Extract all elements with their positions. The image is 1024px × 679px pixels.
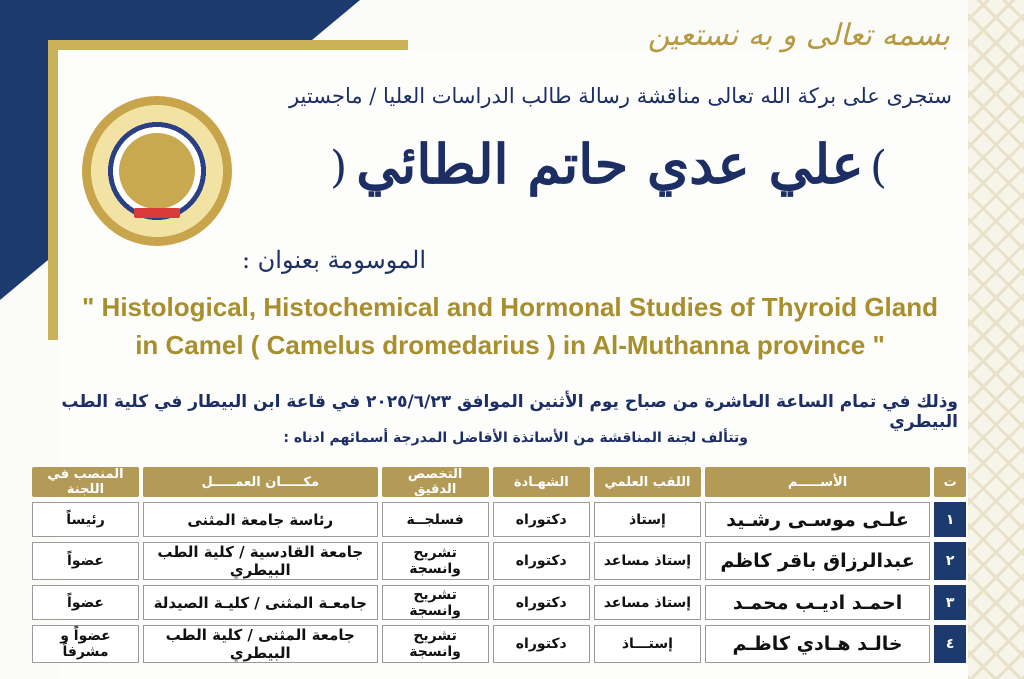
row-index: ١ [934, 502, 966, 537]
member-role: رئيساً [32, 502, 139, 537]
member-degree: دكتوراه [493, 585, 590, 620]
member-workplace: جامعـة المثنى / كليـة الصيدلة [143, 585, 378, 620]
member-specialty: تشريح وانسجة [382, 625, 489, 663]
ornament-pattern-border [968, 0, 1024, 679]
date-location-line: وذلك في تمام الساعة العاشرة من صباح يوم الأثنين الموافق ٢٠٢٥/٦/٢٣ في قاعة ابن البيطار في كلية الطب البيطري [61, 392, 958, 432]
member-role: عضواً و مشرفاً [32, 625, 139, 663]
member-degree: دكتوراه [493, 542, 590, 580]
table-header-row [32, 467, 966, 497]
member-name: علـى موسـى رشـيد [705, 502, 930, 537]
table-row [32, 542, 966, 580]
thesis-title-line2: in Camel ( Camelus dromedarius ) in Al-Muthanna province " [135, 330, 885, 360]
university-seal-logo [82, 96, 232, 246]
student-name: علي عدي حاتم الطائي [356, 132, 864, 196]
name-paren-close: ) [330, 142, 348, 193]
member-title: إستاذ مساعد [594, 542, 701, 580]
table-row [32, 585, 966, 620]
header-role: المنصب في اللجنة [32, 467, 139, 497]
member-name: خالـد هـادي كاظـم [705, 625, 930, 663]
name-paren-open: ( [870, 142, 888, 193]
header-specialty: التخصص الدقيق [382, 467, 489, 497]
header-index: ت [934, 467, 966, 497]
thesis-title [80, 288, 940, 364]
gold-band-horizontal [48, 40, 408, 50]
row-index: ٢ [934, 542, 966, 580]
row-index: ٣ [934, 585, 966, 620]
member-degree: دكتوراه [493, 502, 590, 537]
member-title: إستاذ مساعد [594, 585, 701, 620]
table-row [32, 502, 966, 537]
member-workplace: رئاسة جامعة المثنى [143, 502, 378, 537]
header-degree: الشهـادة [493, 467, 590, 497]
committee-table [28, 462, 970, 668]
row-index: ٤ [934, 625, 966, 663]
member-specialty: فسلجــة [382, 502, 489, 537]
header-name: الأســـــم [705, 467, 930, 497]
member-workplace: جامعة المثنى / كلية الطب البيطري [143, 625, 378, 663]
member-role: عضواً [32, 542, 139, 580]
member-name: عبدالرزاق باقر كاظم [705, 542, 930, 580]
member-role: عضواً [32, 585, 139, 620]
header-workplace: مكـــــان العمـــــل [143, 467, 378, 497]
table-row [32, 625, 966, 663]
titled-label: الموسومة بعنوان : [241, 246, 426, 274]
member-workplace: جامعة القادسية / كلية الطب البيطري [143, 542, 378, 580]
member-title: إستاذ [594, 502, 701, 537]
gold-band-vertical [48, 40, 58, 340]
seal-emblem [119, 133, 195, 209]
intro-line: ستجرى على بركة الله تعالى مناقشة رسالة طالب الدراسات العليا / ماجستير [288, 84, 952, 108]
thesis-title-line1: " Histological, Histochemical and Hormonal Studies of Thyroid Gland [82, 292, 938, 322]
basmala-heading: بسمه تعالى و به نستعين [647, 18, 950, 53]
seal-year-band [134, 208, 180, 218]
member-degree: دكتوراه [493, 625, 590, 663]
member-specialty: تشريح وانسجة [382, 542, 489, 580]
committee-intro: وتتألف لجنة المناقشة من الأساتذة الأفاضل المدرجة أسمائهم ادناه : [283, 430, 748, 446]
member-title: إستـــاذ [594, 625, 701, 663]
member-name: احمـد اديـب محمـد [705, 585, 930, 620]
member-specialty: تشريح وانسجة [382, 585, 489, 620]
header-title: اللقب العلمي [594, 467, 701, 497]
